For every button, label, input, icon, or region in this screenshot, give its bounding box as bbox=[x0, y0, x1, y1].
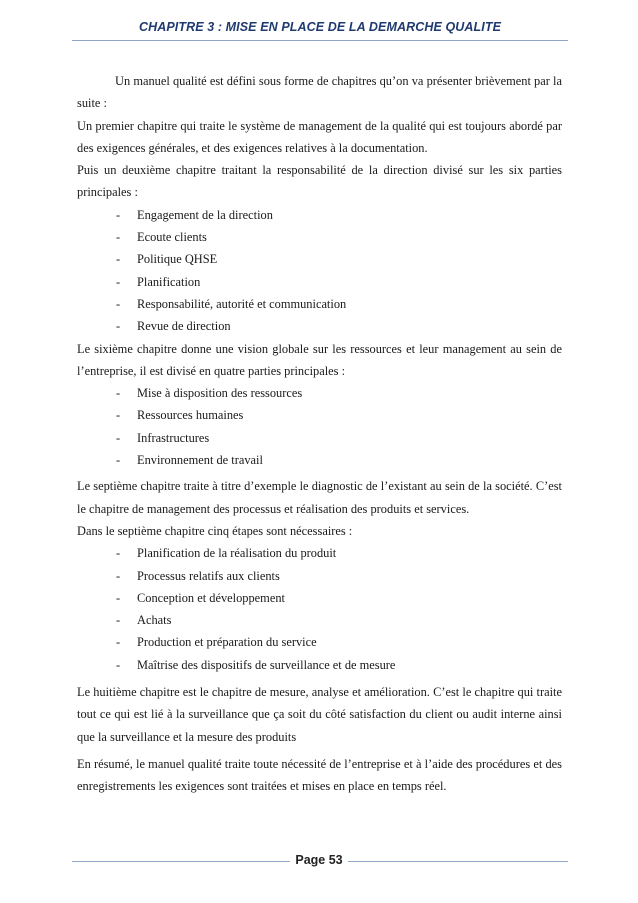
bullet-dash: - bbox=[116, 386, 121, 401]
bullet-dash: - bbox=[116, 430, 121, 445]
list-item bbox=[77, 248, 562, 270]
chapter7-steps-paragraph: Dans le septième chapitre cinq étapes sont nécessaires : bbox=[77, 523, 353, 538]
footer-divider-right bbox=[348, 861, 568, 862]
bullet-dash: - bbox=[116, 230, 121, 245]
list-item bbox=[77, 204, 562, 226]
bullet-dash: - bbox=[116, 613, 121, 628]
list-item bbox=[77, 565, 562, 587]
resources-list bbox=[77, 382, 562, 471]
bullet-dash: - bbox=[116, 408, 121, 423]
list-item-text: Environnement de travail bbox=[137, 453, 263, 468]
list-item-text: Infrastructures bbox=[137, 430, 210, 445]
list-item-text: Engagement de la direction bbox=[137, 207, 273, 222]
list-item bbox=[77, 449, 562, 471]
chapter7-paragraph: Le septième chapitre traite à titre d’exemple le diagnostic de l’existant au sein de la société. C’est le chapitre de management des processus et réalisation des produits et services. bbox=[77, 479, 562, 516]
footer-divider-left bbox=[72, 861, 290, 862]
list-item-text: Processus relatifs aux clients bbox=[137, 568, 280, 583]
direction-list bbox=[77, 204, 562, 338]
bullet-dash: - bbox=[116, 319, 121, 334]
list-item bbox=[77, 587, 562, 609]
chapter8-paragraph: Le huitième chapitre est le chapitre de mesure, analyse et amélioration. C’est le chapitre qui traite tout ce qui est lié à la surveillance que ça soit du côté satisfaction du client ou audit interne ainsi que la surveillance et la mesure des produits bbox=[77, 685, 562, 744]
bullet-dash: - bbox=[116, 252, 121, 267]
list-item-text: Responsabilité, autorité et communication bbox=[137, 296, 347, 311]
list-item bbox=[77, 404, 562, 426]
bullet-dash: - bbox=[116, 546, 121, 561]
list-item-text: Production et préparation du service bbox=[137, 635, 317, 650]
list-item bbox=[77, 271, 562, 293]
list-item-text: Mise à disposition des ressources bbox=[137, 386, 303, 401]
bullet-dash: - bbox=[116, 568, 121, 583]
bullet-dash: - bbox=[116, 635, 121, 650]
list-item bbox=[77, 427, 562, 449]
chapter2-paragraph: Puis un deuxième chapitre traitant la responsabilité de la direction divisé sur les six parties principales : bbox=[77, 163, 562, 200]
steps-list bbox=[77, 542, 562, 676]
list-item bbox=[77, 226, 562, 248]
list-item-text: Ressources humaines bbox=[137, 408, 244, 423]
list-item-text: Revue de direction bbox=[137, 319, 231, 334]
list-item bbox=[77, 654, 562, 676]
list-item-text: Maîtrise des dispositifs de surveillance et de mesure bbox=[137, 657, 396, 672]
bullet-dash: - bbox=[116, 590, 121, 605]
list-item bbox=[77, 609, 562, 631]
chapter1-paragraph: Un premier chapitre qui traite le système de management de la qualité qui est toujours abordé par des exigences générales, et des exigences relatives à la documentation. bbox=[77, 118, 562, 155]
document-body bbox=[77, 70, 562, 798]
list-item-text: Ecoute clients bbox=[137, 230, 207, 245]
chapter6-paragraph: Le sixième chapitre donne une vision globale sur les ressources et leur management au sein de l’entreprise, il est divisé en quatre parties principales : bbox=[77, 341, 562, 378]
list-item bbox=[77, 315, 562, 337]
bullet-dash: - bbox=[116, 207, 121, 222]
bullet-dash: - bbox=[116, 274, 121, 289]
list-item bbox=[77, 293, 562, 315]
list-item-text: Planification de la réalisation du produit bbox=[137, 546, 337, 561]
list-item bbox=[77, 542, 562, 564]
list-item-text: Politique QHSE bbox=[137, 252, 218, 267]
list-item-text: Conception et développement bbox=[137, 590, 285, 605]
list-item bbox=[77, 631, 562, 653]
page-number: Page 53 bbox=[295, 853, 343, 867]
bullet-dash: - bbox=[116, 296, 121, 311]
list-item-text: Achats bbox=[137, 613, 172, 628]
list-item-text: Planification bbox=[137, 274, 201, 289]
header-divider bbox=[72, 40, 568, 41]
intro-paragraph: Un manuel qualité est défini sous forme de chapitres qu’on va présenter brièvement par la suite : bbox=[77, 74, 562, 111]
list-item bbox=[77, 382, 562, 404]
summary-paragraph: En résumé, le manuel qualité traite toute nécessité de l’entreprise et à l’aide des procédures et des enregistrements les exigences sont traitées et mises en place en temps réel. bbox=[77, 756, 562, 794]
page-header-title: CHAPITRE 3 : MISE EN PLACE DE LA DEMARCHE QUALITE bbox=[138, 20, 502, 34]
bullet-dash: - bbox=[116, 657, 121, 672]
bullet-dash: - bbox=[116, 453, 121, 468]
